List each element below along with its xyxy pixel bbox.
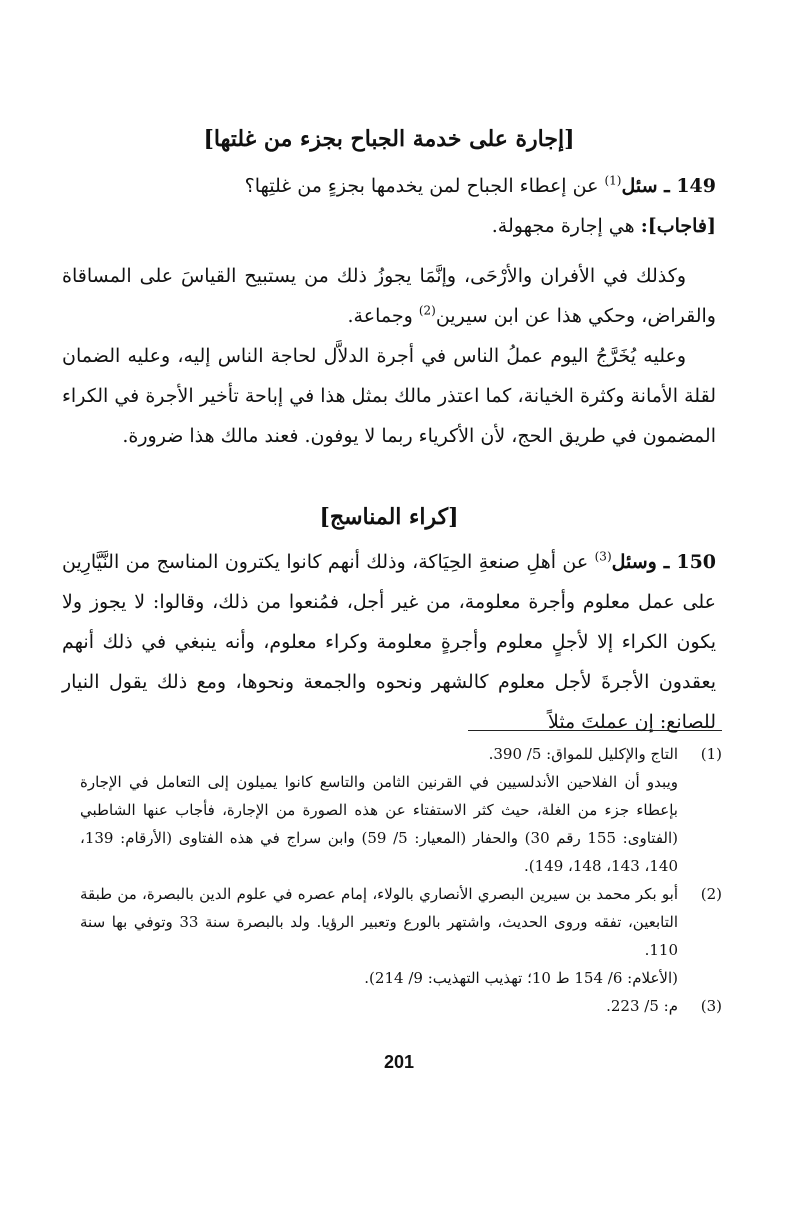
footnote-line: ويبدو أن الفلاحين الأندلسيين في القرنين الثامن والتاسع كانوا يميلون إلى التعامل في الإجارة بإعطاء جزء من الغلة، حيث كثر الاستفتاء عن هذه الصورة من الإجارة، فأجاب عنها الشاطبي (الفتاوى: 155 رقم 30) والحفار (المعيار: 5/ 59) وابن سراج في هذه الفتاوى (الأرقام: 139، 140، 143، 148، 149). [80,773,678,875]
footnote-ref: (2) [418,303,436,318]
footnote-ref: (1) [604,173,622,188]
paragraph-text: وجماعة. [347,305,419,327]
question-label: 150 ـ وسئل [611,551,717,573]
question-149 [62,166,716,246]
footnote-number: (2) [700,885,722,903]
answer-149 [62,206,716,246]
question-body: عن أهلِ صنعةِ الحِيَاكة، وذلك أنهم كانوا يكترون المناسج من النَّيَّارِين على عمل معلوم وأجرة معلومة، من غير أجل، فمُنعوا من ذلك، وقالوا: لا يجوز ولا يكون الكراء إلا لأجلٍ معلوم وأجرةٍ معلومة وكراء معلوم، وأنه ينبغي في ذلك أنهم يعقدون الأجرةَ لأجل معلوم كالشهر ونحوه والجمعة ونحوها، ومع ذلك يقول النيار للصانع: إن عملتَ مثلاً [62,551,716,733]
paragraph-broker [62,336,716,456]
paragraph-furnaces [62,256,716,336]
footnote-separator [468,730,722,731]
footnote-number: (3) [700,997,722,1015]
question-150-text [62,542,716,742]
footnote-ref: (3) [594,549,612,564]
paragraph-text: وكذلك في الأفران والأرْحَى، وإنَّمَا يجوزُ ذلك من يستبيح القياسَ على المساقاة والقراض، وحكي هذا عن ابن سيرين [62,265,716,327]
footnote-3 [80,992,722,1020]
footnotes [80,740,722,1020]
footnote-line: (الأعلام: 6/ 154 ط 10؛ تهذيب التهذيب: 9/ 214). [364,969,678,987]
question-149-text [62,166,716,206]
answer-body: هي إجارة مجهولة. [491,215,641,237]
question-body: عن إعطاء الجباح لمن يخدمها بجزءٍ من غلتِها؟ [244,175,605,197]
answer-label: [فاجاب]: [640,215,716,237]
page-number: 201 [383,1052,415,1072]
footnote-line: التاج والإكليل للمواق: 5/ 390. [488,745,678,763]
section-heading-jibah: [إجارة على خدمة الجباح بجزء من غلتها] [203,126,575,152]
question-label: 149 ـ سئل [621,175,716,197]
section-heading-looms: [كراء المناسج] [319,504,459,530]
footnote-2 [80,880,722,992]
footnote-1 [80,740,722,880]
question-150 [62,542,716,742]
footnote-line: م: 5/ 223. [606,997,678,1015]
footnote-line: أبو بكر محمد بن سيرين البصري الأنصاري بالولاء، إمام عصره في علوم الدين بالبصرة، من طبقة التابعين، تفقه وروى الحديث، واشتهر بالورع وتعبير الرؤيا. ولد بالبصرة سنة 33 وتوفي بها سنة 110. [80,885,678,959]
paragraph-text: وعليه يُخَرَّجُ اليوم عملُ الناس في أجرة الدلاَّل لحاجة الناس إليه، وعليه الضمان لقلة الأمانة وكثرة الخيانة، كما اعتذر مالك بمثل هذا في إباحة تأخير الأجرة في الكراء المضمون في طريق الحج، لأن الأكرياء ربما لا يوفون. فعند مالك هذا ضرورة. [62,345,716,447]
footnote-number: (1) [700,745,722,763]
